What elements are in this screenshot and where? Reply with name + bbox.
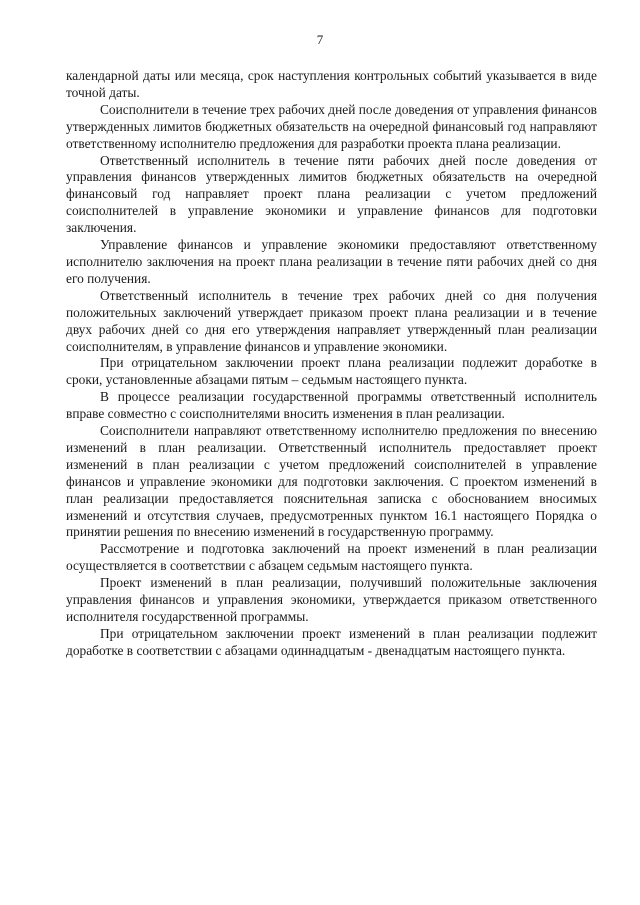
paragraph-1: календарной даты или месяца, срок наступления контрольных событий указывается в виде точной даты. bbox=[66, 68, 597, 100]
paragraph-5: Ответственный исполнитель в течение трех рабочих дней со дня получения положительных заключений утверждает приказом проект плана реализации и в течение двух рабочих дней со дня его утверждения направляет утвержденный план реализации соисполнителям, в управление финансов и управление экономики. bbox=[66, 287, 597, 354]
paragraph-10: Проект изменений в план реализации, получивший положительные заключения управления финансов и управления экономики, утверждается приказом ответственного исполнителя государственной программы. bbox=[66, 575, 597, 624]
document-body bbox=[66, 68, 597, 660]
page-number: 7 bbox=[316, 32, 324, 47]
paragraph-3: Ответственный исполнитель в течение пяти рабочих дней после доведения от управления финансов утвержденных лимитов бюджетных обязательств на очередной финансовый год направляет проект плана реализации с учетом предложений соисполнителей в управление экономики и управление финансов для подготовки заключения. bbox=[66, 152, 597, 236]
paragraph-11: При отрицательном заключении проект изменений в план реализации подлежит доработке в соответствии с абзацами одиннадцатым - двенадцатым настоящего пункта. bbox=[66, 625, 597, 658]
paragraph-2: Соисполнители в течение трех рабочих дней после доведения от управления финансов утвержденных лимитов бюджетных обязательств на очередной финансовый год направляют ответственному исполнителю предложения для разработки проекта плана реализации. bbox=[66, 101, 597, 151]
paragraph-7: В процессе реализации государственной программы ответственный исполнитель вправе совместно с соисполнителями вносить изменения в план реализации. bbox=[66, 389, 597, 422]
paragraph-4: Управление финансов и управление экономики предоставляют ответственному исполнителю заключения на проект плана реализации в течение пяти рабочих дней со дня его получения. bbox=[66, 237, 597, 286]
paragraph-9: Рассмотрение и подготовка заключений на проект изменений в план реализации осуществляется в соответствии с абзацем седьмым настоящего пункта. bbox=[66, 541, 597, 574]
paragraph-6: При отрицательном заключении проект плана реализации подлежит доработке в сроки, установленные абзацами пятым – седьмым настоящего пункта. bbox=[66, 355, 597, 388]
paragraph-8: Соисполнители направляют ответственному исполнителю предложения по внесению изменений в план реализации. Ответственный исполнитель предоставляет проект изменений в план реализации с учетом предложений соисполнителей в управление финансов и управление экономики для подготовки заключения. С проектом изменений в план реализации предоставляется пояснительная записка с обоснованием вносимых изменений и отсутствия случаев, предусмотренных пунктом 16.1 настоящего Порядка о принятии решения по внесению изменений в государственную программу. bbox=[66, 423, 597, 540]
